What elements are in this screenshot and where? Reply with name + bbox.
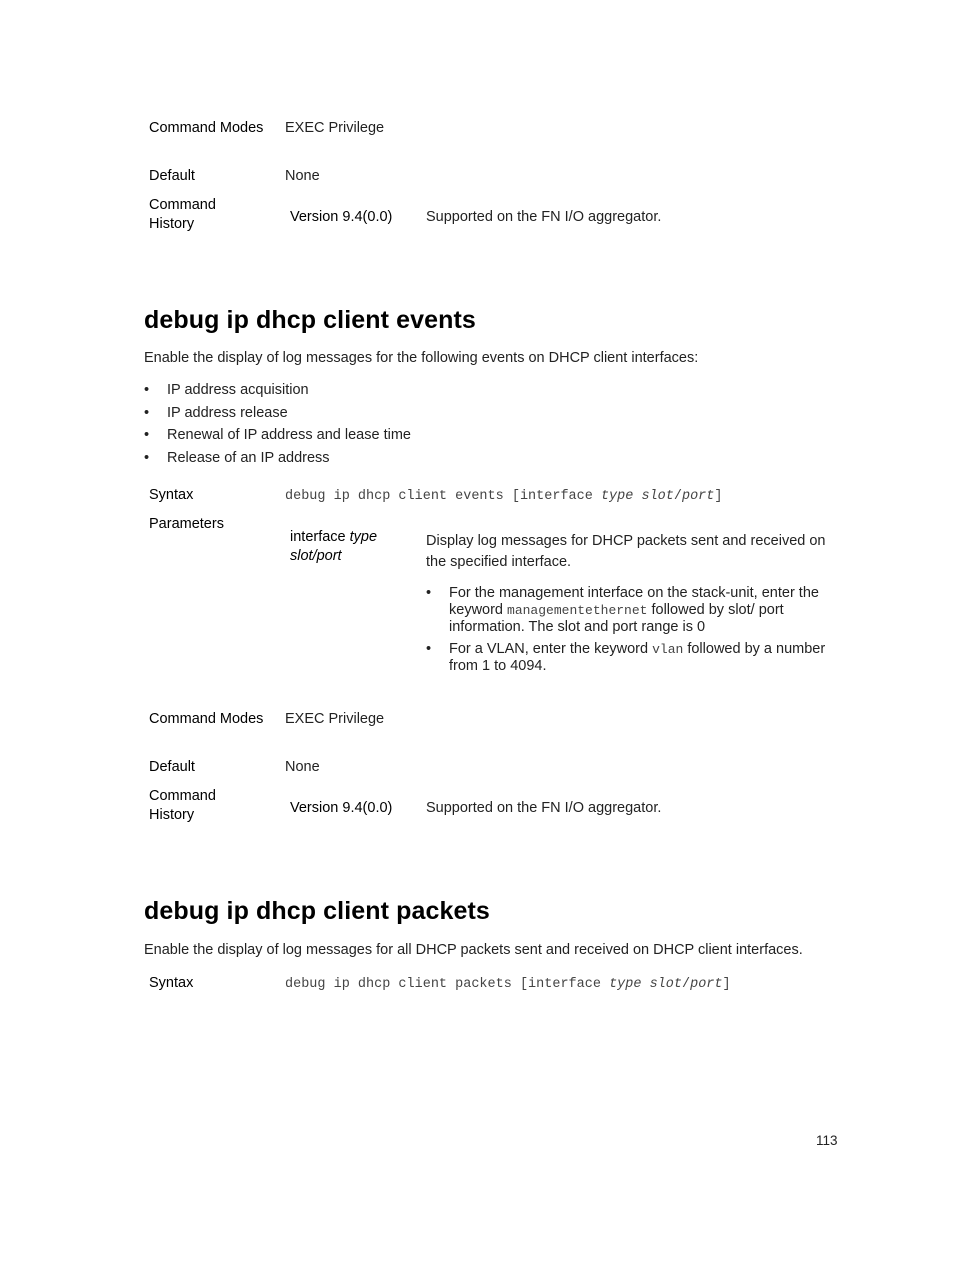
event-list xyxy=(144,380,411,470)
list-item: • IP address release xyxy=(144,403,411,426)
command-modes-label: Command Modes xyxy=(149,120,264,136)
history-description: Supported on the FN I/O aggregator. xyxy=(426,209,662,225)
section-title-client-packets: debug ip dhcp client packets xyxy=(144,897,490,925)
parameter-description: Display log messages for DHCP packets sent and received on the specified interface. xyxy=(426,533,826,570)
section-title-client-events: debug ip dhcp client events xyxy=(144,306,476,334)
history-version: Version 9.4(0.0) xyxy=(290,209,393,225)
page-number: 113 xyxy=(816,1133,838,1148)
list-item: • IP address acquisition xyxy=(144,380,411,403)
history-version: Version 9.4(0.0) xyxy=(290,800,393,816)
default-label: Default xyxy=(149,168,195,184)
command-modes-value: EXEC Privilege xyxy=(285,120,385,136)
command-modes-label: Command Modes xyxy=(149,711,264,727)
section-intro: Enable the display of log messages for all DHCP packets sent and received on DHCP client interfaces. xyxy=(144,942,803,958)
syntax-label: Syntax xyxy=(149,487,194,503)
default-label: Default xyxy=(149,759,195,775)
syntax-command: debug ip dhcp client packets [interface type slot/port] xyxy=(285,977,731,992)
syntax-command: debug ip dhcp client events [interface type slot/port] xyxy=(285,489,723,504)
syntax-label: Syntax xyxy=(149,975,194,991)
parameter-options xyxy=(426,585,836,675)
list-item: • For the management interface on the stack-unit, enter the keyword managementethernet followed by slot/ port information. The slot and port range is 0 xyxy=(426,585,836,636)
command-modes-value: EXEC Privilege xyxy=(285,711,385,727)
list-item: • For a VLAN, enter the keyword vlan followed by a number from 1 to 4094. xyxy=(426,641,836,675)
command-history-label: Command History xyxy=(149,197,216,232)
default-value: None xyxy=(285,168,320,184)
list-item: • Renewal of IP address and lease time xyxy=(144,425,411,448)
section-intro: Enable the display of log messages for the following events on DHCP client interfaces: xyxy=(144,350,699,366)
history-description: Supported on the FN I/O aggregator. xyxy=(426,800,662,816)
parameter-name: interface type slot/port xyxy=(290,529,378,564)
default-value: None xyxy=(285,759,320,775)
parameters-label: Parameters xyxy=(149,516,224,532)
command-history-label: Command History xyxy=(149,788,216,823)
list-item: • Release of an IP address xyxy=(144,448,411,471)
